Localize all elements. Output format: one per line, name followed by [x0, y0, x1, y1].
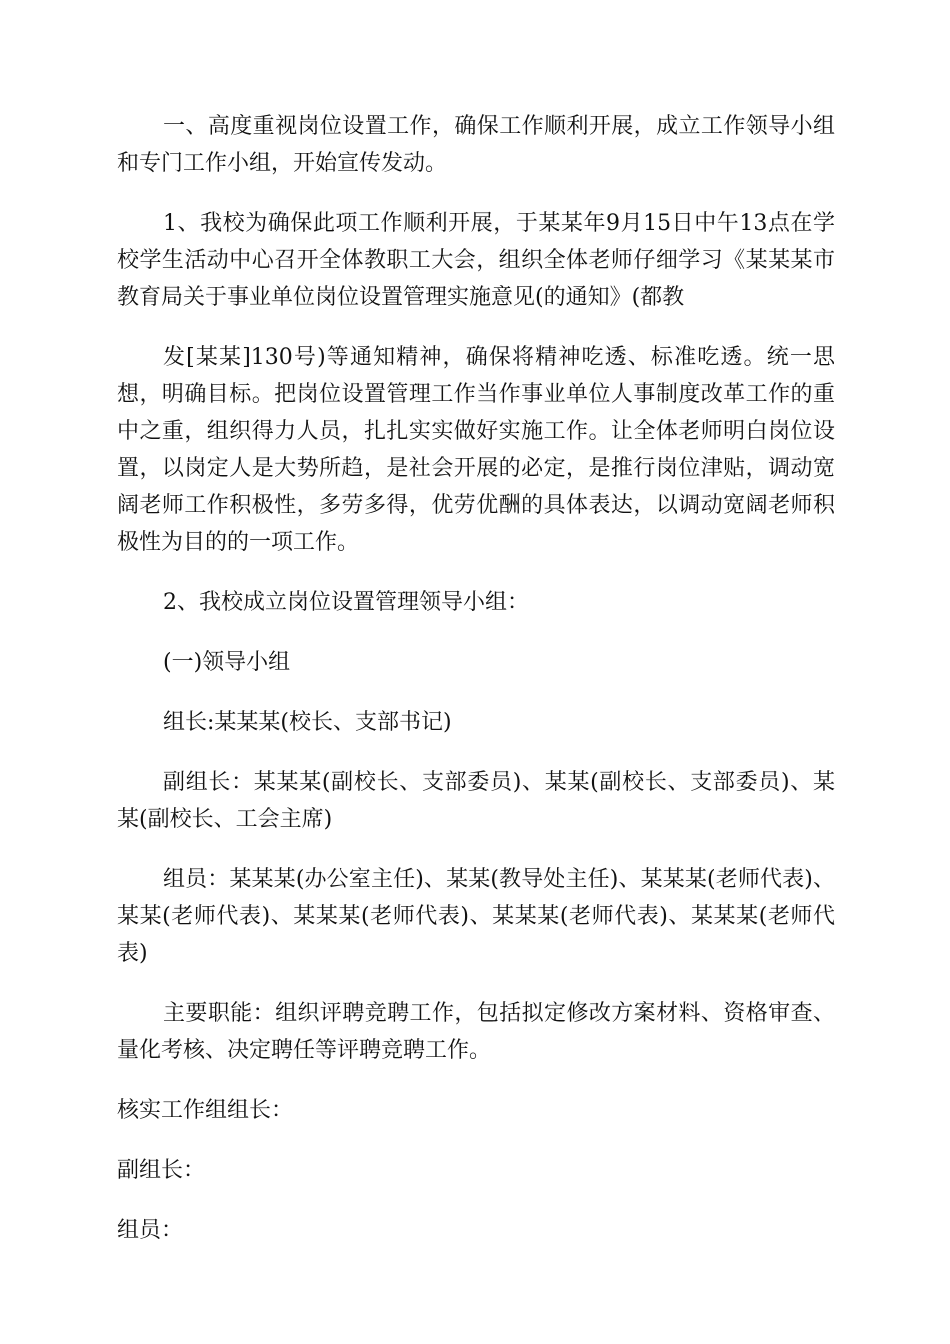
- paragraph-item-1-continued: 发[某某]130号)等通知精神，确保将精神吃透、标准吃透。统一思想，明确目标。把岗位设置管理工作当作事业单位人事制度改革工作的重中之重，组织得力人员，扎扎实实做好实施工作。让全体老师明白岗位设置，以岗定人是大势所趋，是社会开展的必定，是推行岗位津贴，调动宽阔老师工作积极性，多劳多得，优劳优酬的具体表达，以调动宽阔老师积极性为目的的一项工作。: [117, 345, 835, 555]
- paragraph-item-2: 2、我校成立岗位设置管理领导小组：: [163, 590, 529, 615]
- verification-deputy-leader: 副组长：: [117, 1158, 206, 1183]
- group-members: 组员：某某某(办公室主任)、某某(教导处主任)、某某某(老师代表)、某某(老师代表)、某某某(老师代表)、某某某(老师代表)、某某某(老师代表): [117, 867, 835, 966]
- document-body: [117, 108, 835, 1272]
- deputy-group-leaders: 副组长：某某某(副校长、支部委员)、某某(副校长、支部委员)、某某(副校长、工会主席): [117, 770, 835, 832]
- group-leader: 组长:某某某(校长、支部书记): [163, 710, 452, 735]
- paragraph-item-1: 1、我校为确保此项工作顺利开展，于某某年9月15日中午13点在学校学生活动中心召开全体教职工大会，组织全体老师仔细学习《某某某市教育局关于事业单位岗位设置管理实施意见(的通知》(都教: [117, 211, 835, 310]
- main-duties: 主要职能：组织评聘竞聘工作，包括拟定修改方案材料、资格审查、量化考核、决定聘任等评聘竞聘工作。: [117, 1001, 835, 1063]
- verification-members: 组员：: [117, 1218, 184, 1243]
- subsection-heading-leadership: (一)领导小组: [163, 650, 291, 675]
- verification-group-leader: 核实工作组组长：: [117, 1098, 294, 1123]
- section-heading-1: 一、高度重视岗位设置工作，确保工作顺利开展，成立工作领导小组和专门工作小组，开始宣传发动。: [117, 114, 835, 176]
